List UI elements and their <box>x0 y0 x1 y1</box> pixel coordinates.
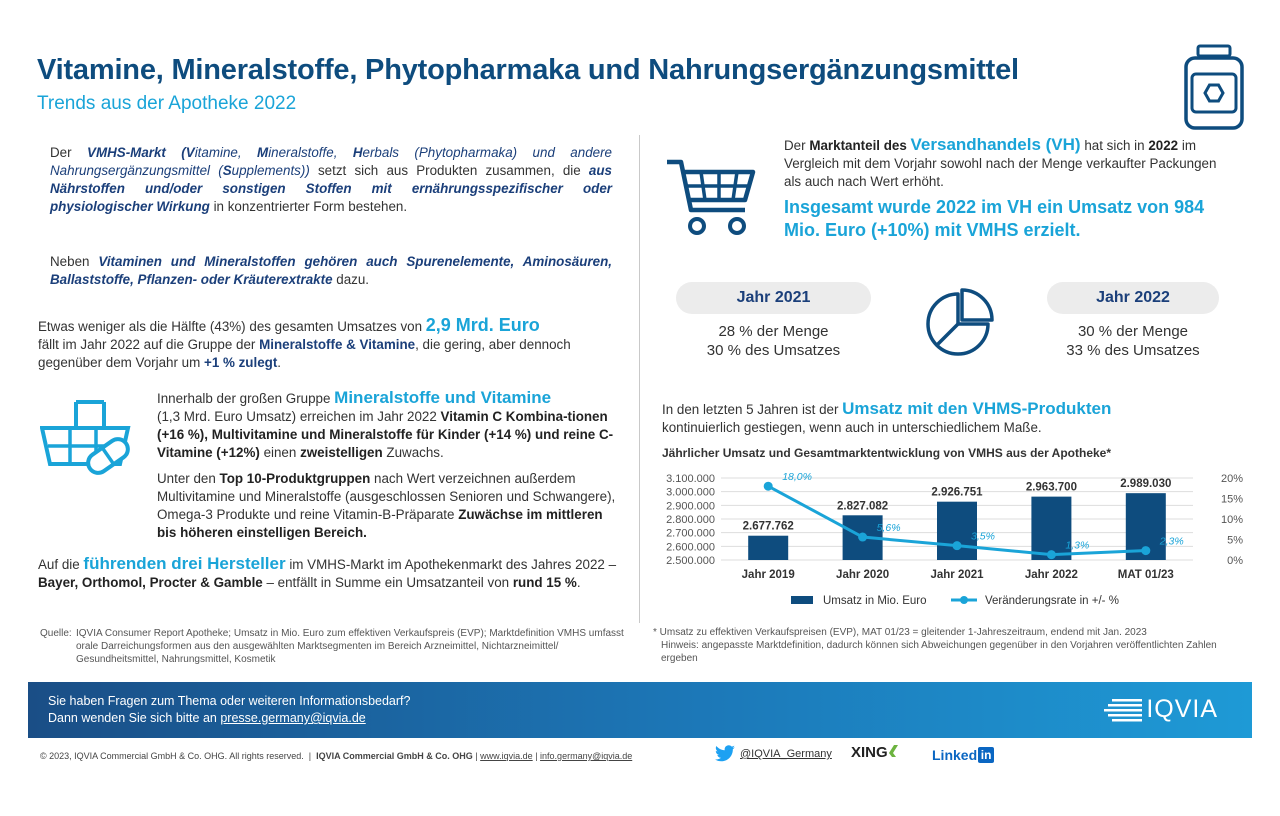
xing-text: XING <box>851 744 888 761</box>
growth-text-2: kontinuierlich gestiegen, wenn auch in unterschiedlichem Maße. <box>662 420 1042 435</box>
rate-label: 18,0% <box>782 471 812 484</box>
share-paragraph <box>38 316 628 372</box>
top10-paragraph <box>157 470 617 542</box>
pie-chart-icon <box>922 288 994 360</box>
rate-label: 2,3% <box>1159 535 1184 548</box>
intro-segment: H <box>352 145 363 160</box>
group-paragraph <box>157 389 617 462</box>
vh-bold: Marktanteil des <box>809 138 911 153</box>
growth-paragraph <box>662 400 1222 437</box>
year-2022-pill: Jahr 2022 <box>1047 282 1219 314</box>
twitter-handle: @IQVIA_Germany <box>740 748 832 760</box>
source-text: IQVIA Consumer Report Apotheke; Umsatz in Mio. Euro zum effektiven Verkaufspreis (EVP); Marktdefinition VMHS umfasst orale Darreichungsformen aus den ausgewählten Marktsegmenten im Bereich Arzneimittel, Nichtarzneimittel/ Gesundheitsmittel, Nahrungsmittel, Kosmetik <box>76 628 624 665</box>
page-title: Vitamine, Mineralstoffe, Phytopharmaka und Nahrungsergänzungsmittel <box>37 54 1019 86</box>
x-tick-label: Jahr 2019 <box>741 569 795 581</box>
legend-line-marker <box>960 596 968 604</box>
manuf-text-2: im VMHS-Markt im Apothekenmarkt des Jahres 2022 – <box>285 557 617 572</box>
intro2-segment: Neben <box>50 254 99 269</box>
vh-text-3: im Vergleich mit dem Vorjahr sowohl nach der Menge verkaufter Packungen als auch nach Wert erhöht. <box>784 138 1217 189</box>
bar-value-label: 2.963.700 <box>1025 481 1077 494</box>
intro-segment: in konzentrierter Form bestehen. <box>209 199 408 214</box>
y-tick-label: 2.600.000 <box>666 541 715 554</box>
rate-point <box>858 533 867 542</box>
linkedin-text: Linked <box>932 747 978 763</box>
intro-segment: aus Nährstoffen und/oder sonstigen Stoffen mit ernährungsspezifischer oder physiologischer Wirkung <box>50 163 612 214</box>
footer-mail-link[interactable]: info.germany@iqvia.de <box>540 751 633 761</box>
share-end: . <box>277 355 282 370</box>
press-email-link[interactable]: presse.germany@iqvia.de <box>220 711 366 725</box>
xing-link[interactable] <box>851 744 900 761</box>
share-text: Etwas weniger als die Hälfte (43%) des gesamten Umsatzes von <box>38 319 426 334</box>
manufacturer-paragraph <box>38 555 628 592</box>
growth-text: In den letzten 5 Jahren ist der <box>662 402 843 417</box>
mineral-vitamin-group: Mineralstoffe & Vitamine <box>259 337 416 352</box>
column-divider <box>639 135 640 623</box>
banner-line-1: Sie haben Fragen zum Thema oder weiteren Informationsbedarf? <box>48 694 411 708</box>
supplement-jar-icon <box>1183 44 1245 130</box>
contact-banner <box>28 682 1252 738</box>
vh-paragraph <box>784 136 1224 191</box>
top10-text: Unter den <box>157 471 220 486</box>
y-tick-label: 2.700.000 <box>666 527 715 540</box>
revenue-chart <box>655 464 1255 614</box>
shopping-cart-icon <box>665 156 757 238</box>
intro-segment: itamine, <box>194 145 258 160</box>
intro-segment: S <box>222 163 232 178</box>
iqvia-logo-text: IQVIA <box>1146 695 1218 723</box>
intro-segment: upplements)) <box>231 163 318 178</box>
x-tick-label: Jahr 2021 <box>930 569 984 581</box>
rate-point <box>1141 546 1150 555</box>
year-2022-menge: 30 % der Menge <box>1077 323 1189 340</box>
y-tick-label: 2.900.000 <box>666 500 715 513</box>
total-revenue: 2,9 Mrd. Euro <box>425 315 540 335</box>
twitter-bird-icon <box>714 745 736 763</box>
top10-growth: Zuwächse im mittleren bis höheren einstelligen Bereich. <box>157 507 603 540</box>
bar-value-label: 2.827.082 <box>837 500 889 513</box>
group-text-2: (1,3 Mrd. Euro Umsatz) erreichen im Jahr 2022 <box>157 409 441 424</box>
linkedin-in-icon: in <box>978 747 994 763</box>
y2-tick-label: 15% <box>1220 493 1243 506</box>
legend-bar-label: Umsatz in Mio. Euro <box>823 595 927 607</box>
year-2022-umsatz: 33 % des Umsatzes <box>1066 342 1200 359</box>
copyright-text: © 2023, IQVIA Commercial GmbH & Co. OHG. All rights reserved. <box>40 751 304 761</box>
rate-point <box>764 482 773 491</box>
manuf-text-3: – entfällt in Summe ein Umsatzanteil von <box>262 575 513 590</box>
rate-label: 3,5% <box>971 530 995 543</box>
group-text: Innerhalb der großen Gruppe <box>157 391 335 406</box>
source-label: Quelle: <box>40 628 72 639</box>
top10-label: Top 10-Produktgruppen <box>219 471 371 486</box>
group-end: Zuwachs. <box>382 445 444 460</box>
x-tick-label: Jahr 2020 <box>836 569 890 581</box>
intro2-segment: dazu. <box>332 272 370 287</box>
rate-point <box>1047 550 1056 559</box>
vh-text-2: hat sich in <box>1080 138 1149 153</box>
page-subtitle: Trends aus der Apotheke 2022 <box>37 93 297 114</box>
bar <box>748 536 788 560</box>
footer-copyright: © 2023, IQVIA Commercial GmbH & Co. OHG. All rights reserved. | IQVIA Commercial GmbH & Co. OHG | www.iqvia.de | info.germany@iqvia.de <box>40 751 633 761</box>
y-tick-label: 2.800.000 <box>666 514 715 526</box>
linkedin-link[interactable] <box>932 747 994 763</box>
shopping-basket-pills-icon <box>40 398 136 476</box>
y2-tick-label: 20% <box>1220 473 1243 485</box>
footer-company: IQVIA Commercial GmbH & Co. OHG <box>316 751 473 761</box>
twitter-link[interactable] <box>714 745 832 763</box>
iqvia-logo <box>1104 695 1218 724</box>
y2-tick-label: 5% <box>1227 534 1243 547</box>
legend-line-label: Veränderungsrate in +/- % <box>985 595 1119 607</box>
bar-value-label: 2.926.751 <box>931 486 983 499</box>
manuf-headline: führenden drei Hersteller <box>83 554 286 573</box>
intro-segment: ineralstoffe, <box>268 145 353 160</box>
vh-year: 2022 <box>1148 138 1179 153</box>
intro2-segment: Vitaminen und Mineralstoffen gehören auch Spurenelemente, Aminosäuren, Ballaststoffe, Pflanzen- oder Kräuterextrakte <box>50 254 612 287</box>
legend-bar-swatch <box>791 596 813 604</box>
rate-label: 1,3% <box>1065 539 1090 552</box>
year-2021-menge: 28 % der Menge <box>718 323 829 340</box>
footnote-2: Hinweis: angepasste Marktdefinition, dadurch können sich Abweichungen gegenüber in den Vorjahren veröffentlichten Zahlen ergeben <box>661 640 1217 664</box>
banner-line-2-text: Dann wenden Sie sich bitte an <box>48 711 221 725</box>
vh-name: Versandhandels (VH) <box>910 135 1081 154</box>
bar-value-label: 2.989.030 <box>1120 478 1172 491</box>
y2-tick-label: 0% <box>1227 555 1243 567</box>
group-double-digit: zweistelligen <box>300 445 383 460</box>
x-tick-label: Jahr 2022 <box>1024 569 1078 581</box>
manuf-text: Auf die <box>38 557 84 572</box>
intro-segment: M <box>257 145 269 160</box>
group-highlights: Vitamin C Kombina-tionen (+16 %), Multivitamine und Mineralstoffe für Kinder (+14 %) und reine C-Vitamine (+12%) <box>157 409 614 460</box>
x-tick-label: MAT 01/23 <box>1117 569 1174 581</box>
xing-icon <box>888 744 900 758</box>
intro-paragraph <box>50 144 612 216</box>
footer-web-link[interactable]: www.iqvia.de <box>480 751 533 761</box>
y-tick-label: 2.500.000 <box>666 555 715 567</box>
group-text-3: einen <box>259 445 301 460</box>
banner-line-2 <box>48 710 366 726</box>
manuf-share: rund 15 % <box>512 575 577 590</box>
bar-value-label: 2.677.762 <box>742 520 794 533</box>
manuf-end: . <box>576 575 581 590</box>
intro-segment: VMHS-Markt (V <box>87 145 195 160</box>
rate-point <box>953 541 962 550</box>
y-tick-label: 3.000.000 <box>666 486 715 499</box>
vh-headline: Insgesamt wurde 2022 im VH ein Umsatz von 984 Mio. Euro (+10%) mit VMHS erzielt. <box>784 197 1205 240</box>
intro-segment: Der <box>50 145 88 160</box>
chart-title: Jährlicher Umsatz und Gesamtmarktentwicklung von VMHS aus der Apotheke* <box>662 446 1112 460</box>
top10-text-2: nach Wert verzeichnen außerdem Multivitamine und Mineralstoffe (ausgeschlossen Senioren und Schwangere), Omega-3 Produkte und reine Vitamin-B-Präparate <box>157 471 616 522</box>
rate-label: 5,6% <box>876 522 901 535</box>
vh-text: Der <box>784 138 810 153</box>
iqvia-stripes-icon <box>1104 697 1144 723</box>
year-2021-umsatz: 30 % des Umsatzes <box>706 342 841 359</box>
y-tick-label: 3.100.000 <box>666 473 715 485</box>
growth-value: +1 % zulegt <box>204 355 278 370</box>
share-text-2: fällt im Jahr 2022 auf die Gruppe der <box>38 337 260 352</box>
y2-tick-label: 10% <box>1220 514 1243 526</box>
growth-headline: Umsatz mit den VHMS-Produkten <box>842 399 1112 418</box>
group-name: Mineralstoffe und Vitamine <box>334 388 552 407</box>
intro-segment: erbals (Phytopharmaka) und andere Nahrungsergänzungsmittel ( <box>50 145 613 178</box>
share-text-3: , die gering, aber dennoch gegenüber dem Vorjahr um <box>38 337 571 370</box>
year-2021-pill: Jahr 2021 <box>676 282 871 314</box>
manuf-names: Bayer, Orthomol, Procter & Gamble <box>38 575 263 590</box>
footnote-1: * Umsatz zu effektiven Verkaufspreisen (EVP), MAT 01/23 = gleitender 1-Jahreszeitraum, endend mit Jan. 2023 <box>653 627 1147 638</box>
intro-paragraph-2 <box>50 253 612 289</box>
intro-segment: setzt sich aus Produkten zusammen, die <box>317 163 589 178</box>
